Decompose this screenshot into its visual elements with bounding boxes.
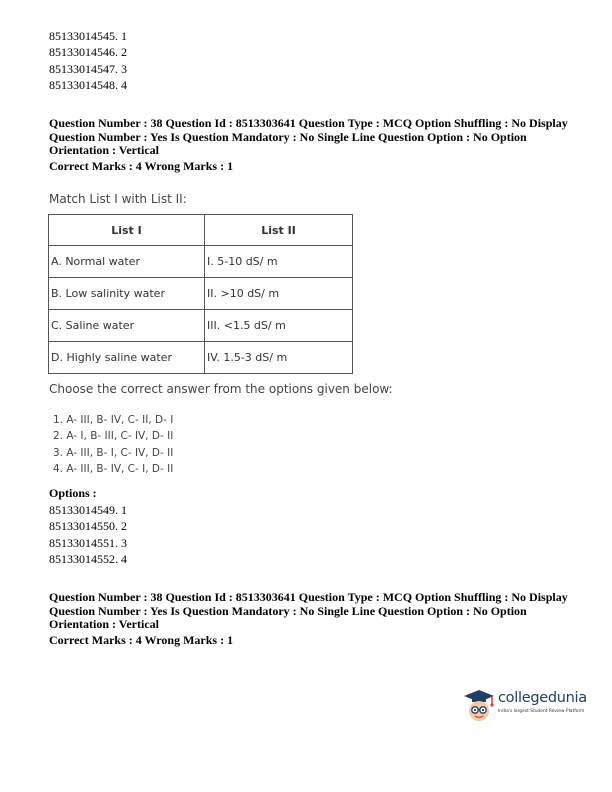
table-row xyxy=(49,310,353,342)
table-row xyxy=(49,246,353,278)
option-line: 85133014548. 4 xyxy=(49,77,127,92)
collegedunia-logo xyxy=(462,686,597,726)
table-header-row xyxy=(49,215,353,246)
marks-text: Correct Marks : 4 Wrong Marks : 1 xyxy=(49,632,234,647)
option-line: 85133014547. 3 xyxy=(49,61,127,76)
marks-text: Correct Marks : 4 Wrong Marks : 1 xyxy=(49,158,234,173)
answer-choices xyxy=(53,414,173,479)
choose-instruction: Choose the correct answer from the options given below: xyxy=(49,382,393,396)
answer-choice: 4. A- III, B- IV, C- I, D- II xyxy=(53,462,174,475)
option-line: 85133014551. 3 xyxy=(49,535,127,550)
option-line: 85133014552. 4 xyxy=(49,551,127,566)
option-line: 85133014546. 2 xyxy=(49,45,127,60)
logo-tagline: India's largest Student Review Platform xyxy=(498,709,585,714)
graduate-mascot-icon xyxy=(462,688,496,724)
question-meta-2 xyxy=(49,591,579,647)
answer-choice: 2. A- I, B- III, C- IV, D- II xyxy=(53,430,174,443)
question-meta-1 xyxy=(49,117,579,173)
table-cell: C. Saline water xyxy=(49,310,205,342)
option-line: 85133014545. 1 xyxy=(49,29,127,43)
table-cell: A. Normal water xyxy=(49,246,205,278)
answer-choice: 3. A- III, B- I, C- IV, D- II xyxy=(53,446,174,459)
table-row xyxy=(49,342,353,374)
table-row xyxy=(49,278,353,310)
logo-wordmark: collegedunia xyxy=(498,690,587,706)
option-line: 85133014550. 2 xyxy=(49,519,127,534)
question-stem: Match List I with List II: xyxy=(49,192,187,206)
question-meta-text: Question Number : 38 Question Id : 8513303641 Question Type : MCQ Option Shuffling : No Display Question Number : Yes Is Question Mandatory : No Single Line Question Option : No Option Orientation : Vertical xyxy=(49,590,568,631)
match-table xyxy=(48,214,353,374)
top-options-list xyxy=(49,28,127,93)
table-header-list-1: List I xyxy=(49,215,205,246)
table-header-list-2: List II xyxy=(205,215,353,246)
table-cell: B. Low salinity water xyxy=(49,278,205,310)
option-line: 85133014549. 1 xyxy=(49,503,127,517)
answer-choice: 1. A- III, B- IV, C- II, D- I xyxy=(53,414,174,426)
table-cell: D. Highly saline water xyxy=(49,342,205,374)
table-cell: IV. 1.5-3 dS/ m xyxy=(205,342,353,374)
table-cell: I. 5-10 dS/ m xyxy=(205,246,353,278)
table-cell: III. <1.5 dS/ m xyxy=(205,310,353,342)
table-cell: II. >10 dS/ m xyxy=(205,278,353,310)
question-meta-text: Question Number : 38 Question Id : 8513303641 Question Type : MCQ Option Shuffling : No Display Question Number : Yes Is Question Mandatory : No Single Line Question Option : No Option Orientation : Vertical xyxy=(49,116,568,157)
options-list xyxy=(49,502,127,567)
options-label: Options : xyxy=(49,486,97,500)
